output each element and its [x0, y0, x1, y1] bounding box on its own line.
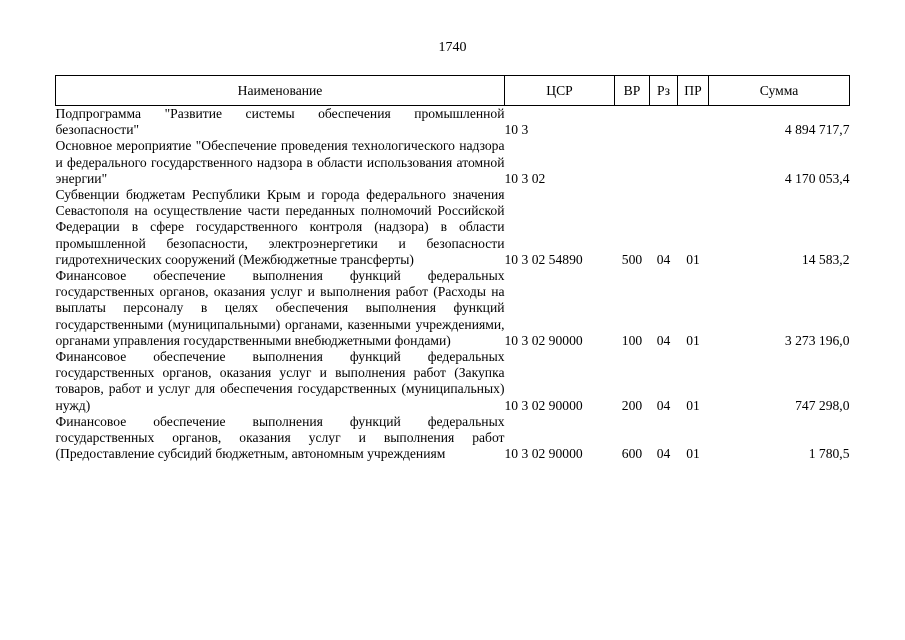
header-name: Наименование [56, 76, 505, 106]
row-name: Финансовое обеспечение выполнения функций федеральных государственных органов, оказания услуг и выполнения работ (Предоставление субсидий бюджетным, автономным учреждениям [55, 413, 505, 462]
row-pr: 01 [686, 251, 700, 267]
row-sum: 1 780,5 [808, 446, 850, 462]
table-row [56, 138, 850, 187]
table-row [56, 414, 850, 463]
row-csr: 10 3 02 [504, 170, 546, 186]
row-sum: 3 273 196,0 [784, 332, 850, 348]
budget-table [55, 75, 850, 462]
row-vr [615, 106, 650, 139]
row-csr: 10 3 02 90000 [504, 332, 583, 348]
row-rz: 04 [656, 332, 671, 348]
header-sum: Сумма [709, 76, 850, 106]
row-rz: 04 [656, 397, 671, 413]
row-vr: 600 [621, 446, 643, 462]
row-pr: 01 [686, 446, 700, 462]
page-number: 1740 [438, 40, 467, 55]
header-vr: ВР [615, 76, 650, 106]
header-csr: ЦСР [505, 76, 615, 106]
row-csr: 10 3 02 90000 [504, 397, 583, 413]
row-vr: 200 [621, 397, 643, 413]
row-name: Финансовое обеспечение выполнения функций федеральных государственных органов, оказания услуг и выполнения работ (Расходы на выплаты персоналу в целях обеспечения выполнения функций государственными (муниципальными) органами, казенными учреждениями, органами управления государственными внебюджетными фондами) [55, 268, 505, 348]
row-pr [678, 106, 709, 139]
row-vr [615, 138, 650, 187]
row-pr: 01 [686, 397, 700, 413]
header-rz: Рз [650, 76, 678, 106]
row-csr: 10 3 02 54890 [504, 251, 583, 267]
table-row [56, 106, 850, 139]
row-pr: 01 [686, 332, 700, 348]
row-name: Финансовое обеспечение выполнения функций федеральных государственных органов, оказания услуг и выполнения работ (Закупка товаров, работ и услуг для обеспечения государственных (муниципальных) нужд) [55, 349, 505, 413]
row-name: Субвенции бюджетам Республики Крым и города федерального значения Севастополя на осуществление части переданных полномочий Российской Федерации в сфере государственного контроля (надзора) в области промышленной безопасности, электроэнергетики и безопасности гидротехнических сооружений (Межбюджетные трансферты) [55, 187, 505, 267]
row-rz: 04 [656, 446, 671, 462]
row-rz [650, 138, 678, 187]
row-csr: 10 3 02 90000 [504, 446, 583, 462]
row-vr: 100 [621, 332, 643, 348]
row-rz: 04 [656, 251, 671, 267]
table-row [56, 187, 850, 268]
row-name: Основное мероприятие "Обеспечение проведения технологического надзора и федерального государственного надзора в области использования атомной энергии" [55, 138, 505, 186]
table-row [56, 268, 850, 349]
row-name: Подпрограмма "Развитие системы обеспечения промышленной безопасности" [55, 106, 505, 138]
row-pr [678, 138, 709, 187]
row-vr: 500 [621, 251, 643, 267]
row-sum: 747 298,0 [795, 397, 850, 413]
table-row [56, 349, 850, 414]
row-sum: 4 170 053,4 [784, 170, 850, 186]
header-pr: ПР [678, 76, 709, 106]
row-rz [650, 106, 678, 139]
row-csr: 10 3 [504, 122, 529, 138]
row-sum: 4 894 717,7 [784, 122, 850, 138]
row-sum: 14 583,2 [801, 251, 850, 267]
table-header [56, 76, 850, 106]
